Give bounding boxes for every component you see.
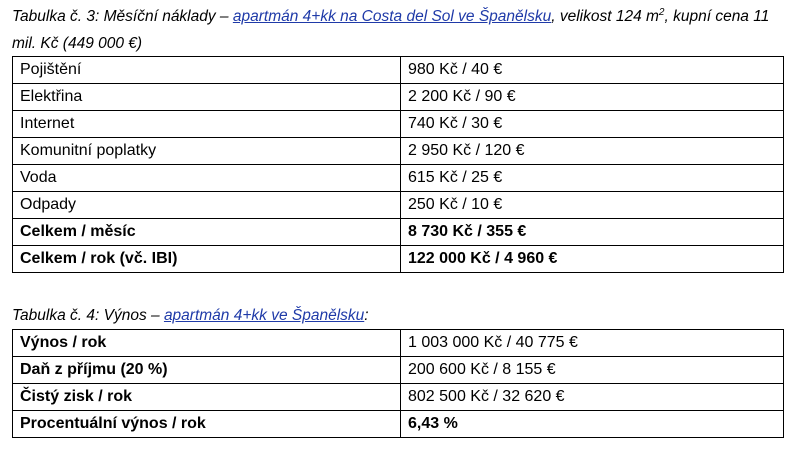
table-row-total-year (13, 246, 784, 273)
row-label: Daň z příjmu (20 %) (13, 357, 401, 384)
table-row-total-month (13, 219, 784, 246)
row-value: 740 Kč / 30 € (401, 111, 784, 138)
row-value: 250 Kč / 10 € (401, 192, 784, 219)
row-value: 6,43 % (401, 411, 784, 438)
row-value: 2 200 Kč / 90 € (401, 84, 784, 111)
table-row (13, 57, 784, 84)
table-row (13, 384, 784, 411)
table-row (13, 111, 784, 138)
row-label: Celkem / měsíc (13, 219, 401, 246)
row-label: Internet (13, 111, 401, 138)
monthly-costs-table (12, 56, 784, 273)
table3-caption-sup: 2 (658, 7, 665, 18)
row-value: 1 003 000 Kč / 40 775 € (401, 330, 784, 357)
table4-caption-link[interactable]: apartmán 4+kk ve Španělsku (163, 307, 365, 324)
table-row (13, 84, 784, 111)
row-label: Výnos / rok (13, 330, 401, 357)
table3-caption-suffix: , velikost 124 m (551, 8, 659, 25)
table-row (13, 411, 784, 438)
row-value: 2 950 Kč / 120 € (401, 138, 784, 165)
row-label: Procentuální výnos / rok (13, 411, 401, 438)
table-row (13, 357, 784, 384)
row-value: 802 500 Kč / 32 620 € (401, 384, 784, 411)
row-label: Elektřina (13, 84, 401, 111)
row-label: Čistý zisk / rok (13, 384, 401, 411)
row-value: 8 730 Kč / 355 € (401, 219, 784, 246)
yield-table (12, 329, 784, 438)
table4-caption-prefix: Tabulka č. 4: Výnos – (12, 307, 164, 324)
row-value: 980 Kč / 40 € (401, 57, 784, 84)
table3-caption (12, 3, 786, 57)
row-label: Voda (13, 165, 401, 192)
table4-caption-end: : (364, 307, 369, 324)
row-value: 615 Kč / 25 € (401, 165, 784, 192)
table-row (13, 138, 784, 165)
table3-caption-end: , kupní cena 11 mil. Kč (449 000 €) (12, 8, 770, 52)
table-row (13, 165, 784, 192)
table-row (13, 330, 784, 357)
table4-caption (12, 302, 786, 329)
row-label: Komunitní poplatky (13, 138, 401, 165)
row-value: 200 600 Kč / 8 155 € (401, 357, 784, 384)
row-label: Odpady (13, 192, 401, 219)
table3-caption-prefix: Tabulka č. 3: Měsíční náklady – (12, 8, 233, 25)
table3-caption-link[interactable]: apartmán 4+kk na Costa del Sol ve Španělsku (232, 8, 552, 25)
row-value: 122 000 Kč / 4 960 € (401, 246, 784, 273)
row-label: Pojištění (13, 57, 401, 84)
table-row (13, 192, 784, 219)
row-label: Celkem / rok (vč. IBI) (13, 246, 401, 273)
